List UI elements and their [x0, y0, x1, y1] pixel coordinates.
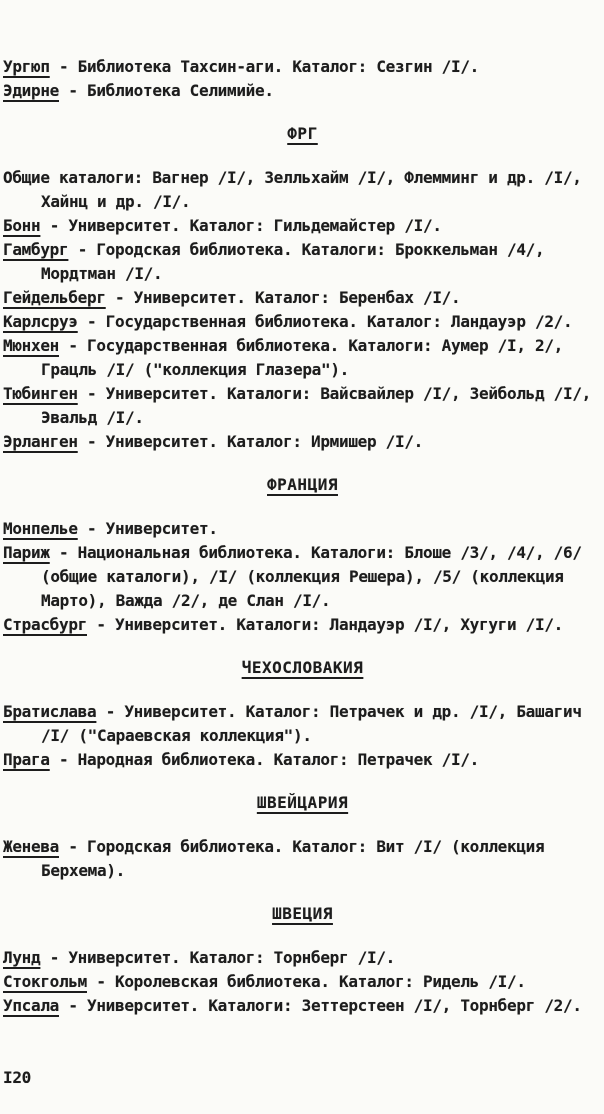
entry-city-term: Страсбург — [3, 615, 87, 634]
entry-text: - Народная библиотека. Каталог: Петрачек /I/. — [59, 750, 479, 769]
entry-text: - Университет. Каталог: Ирмишер /I/. — [87, 432, 423, 451]
section-heading-label: ШВЕЙЦАРИЯ — [256, 793, 349, 812]
catalog-entry-line — [3, 79, 602, 103]
catalog-entry-line — [3, 214, 602, 238]
catalog-entry-continuation — [3, 724, 602, 748]
catalog-entry-line — [3, 946, 602, 970]
entry-city-term: Париж — [3, 543, 50, 562]
entry-text: /I/ ("Сараевская коллекция"). — [41, 726, 312, 745]
catalog-entry-line — [3, 613, 602, 637]
entry-text: - Королевская библиотека. Каталог: Ридель /I/. — [96, 972, 526, 991]
catalog-entry-line — [3, 238, 602, 262]
country-section — [3, 902, 602, 1018]
entry-text: Общие каталоги: Вагнер /I/, Зелльхайм /I/, Флемминг и др. /I/, — [3, 168, 582, 187]
catalog-entry-line — [3, 994, 602, 1018]
entry-city-term: Гейдельберг — [3, 288, 106, 307]
catalog-entry-line — [3, 55, 602, 79]
catalog-entry-line — [3, 700, 602, 724]
catalog-entry-continuation — [3, 589, 602, 613]
entry-text: - Библиотека Тахсин-аги. Каталог: Сезгин /I/. — [59, 57, 479, 76]
section-heading — [3, 656, 602, 680]
entry-city-term: Женева — [3, 837, 59, 856]
entry-text: Эвальд /I/. — [41, 408, 144, 427]
catalog-entry-line — [3, 310, 602, 334]
catalog-entry-line — [3, 382, 602, 406]
entry-text: - Государственная библиотека. Каталоги: Аумер /I, 2/, — [68, 336, 563, 355]
section-heading — [3, 791, 602, 815]
catalog-entry-line — [3, 286, 602, 310]
entry-text: Хайнц и др. /I/. — [41, 192, 191, 211]
entry-city-term: Монпелье — [3, 519, 78, 538]
entry-city-term: Эрланген — [3, 432, 78, 451]
country-section — [3, 55, 602, 103]
entry-city-term: Эдирне — [3, 81, 59, 100]
section-heading-label: ФРГ — [287, 124, 318, 143]
entry-text: - Университет. Каталоги: Зеттерстеен /I/, Торнберг /2/. — [68, 996, 582, 1015]
entry-text: - Университет. Каталоги: Вайсвайлер /I/, Зейбольд /I/, — [87, 384, 591, 403]
catalog-entry-line — [3, 166, 602, 190]
catalog-entry-line — [3, 517, 602, 541]
section-heading-label: ШВЕЦИЯ — [272, 904, 333, 923]
catalog-entry-line — [3, 430, 602, 454]
catalog-entry-line — [3, 334, 602, 358]
page-number: I20 — [3, 1068, 31, 1087]
country-section — [3, 473, 602, 637]
entry-city-term: Карлсруэ — [3, 312, 78, 331]
entry-text: - Городская библиотека. Каталог: Вит /I/ (коллекция — [68, 837, 545, 856]
entry-text: - Университет. Каталог: Гильдемайстер /I/. — [49, 216, 442, 235]
section-heading — [3, 902, 602, 926]
catalog-entry-line — [3, 541, 602, 565]
entry-city-term: Братислава — [3, 702, 97, 721]
entry-text: - Университет. Каталоги: Ландауэр /I/, Хугуги /I/. — [96, 615, 563, 634]
entry-city-term: Лунд — [3, 948, 41, 967]
entry-text: Марто), Важда /2/, де Слан /I/. — [41, 591, 331, 610]
entry-city-term: Мюнхен — [3, 336, 59, 355]
entry-text: - Библиотека Селимийе. — [68, 81, 274, 100]
catalog-entry-line — [3, 835, 602, 859]
entry-text: Берхема). — [41, 861, 125, 880]
catalog-entry-continuation — [3, 262, 602, 286]
country-section — [3, 122, 602, 454]
entry-text: (общие каталоги), /I/ (коллекция Решера), /5/ (коллекция — [41, 567, 564, 586]
catalog-entry-continuation — [3, 190, 602, 214]
entry-text: - Университет. Каталог: Торнберг /I/. — [49, 948, 396, 967]
section-heading-label: ФРАНЦИЯ — [267, 475, 338, 494]
entry-text: - Национальная библиотека. Каталоги: Блоше /3/, /4/, /6/ — [59, 543, 582, 562]
catalog-entry-continuation — [3, 406, 602, 430]
country-section — [3, 791, 602, 883]
catalog-entry-continuation — [3, 859, 602, 883]
entry-text: - Университет. — [87, 519, 218, 538]
entry-city-term: Стокгольм — [3, 972, 87, 991]
entry-text: Грацль /I/ ("коллекция Глазера"). — [41, 360, 349, 379]
entry-city-term: Гамбург — [3, 240, 69, 259]
section-heading-label: ЧЕХОСЛОВАКИЯ — [241, 658, 364, 677]
entry-text: Мордтман /I/. — [41, 264, 163, 283]
entry-city-term: Тюбинген — [3, 384, 78, 403]
country-section — [3, 656, 602, 772]
catalog-entry-line — [3, 748, 602, 772]
catalog-entry-continuation — [3, 565, 602, 589]
entry-text: - Университет. Каталог: Беренбах /I/. — [115, 288, 461, 307]
entry-text: - Университет. Каталог: Петрачек и др. /I/, Башагич — [105, 702, 582, 721]
sections-container — [3, 55, 602, 1018]
entry-city-term: Бонн — [3, 216, 41, 235]
entry-text: - Городская библиотека. Каталоги: Броккельман /4/, — [77, 240, 545, 259]
entry-city-term: Ургюп — [3, 57, 50, 76]
section-heading — [3, 122, 602, 146]
section-heading — [3, 473, 602, 497]
entry-text: - Государственная библиотека. Каталог: Ландауэр /2/. — [87, 312, 573, 331]
catalog-entry-line — [3, 970, 602, 994]
entry-city-term: Упсала — [3, 996, 59, 1015]
catalog-entry-continuation — [3, 358, 602, 382]
entry-city-term: Прага — [3, 750, 50, 769]
